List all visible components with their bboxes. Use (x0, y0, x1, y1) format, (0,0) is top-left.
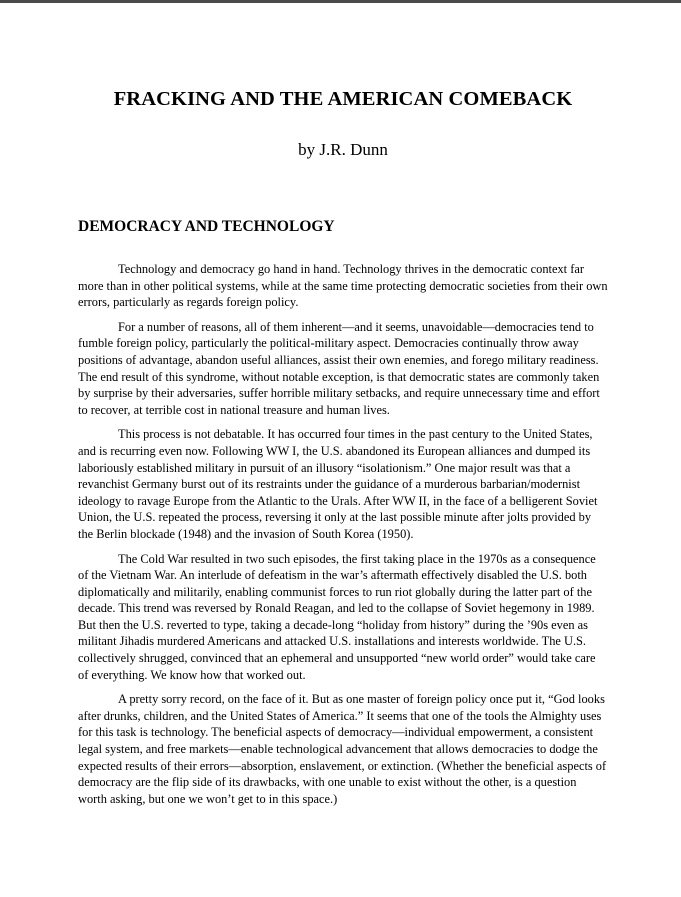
document-body (78, 261, 608, 815)
author-byline: by J.R. Dunn (298, 140, 388, 159)
paragraph: Technology and democracy go hand in hand. Technology thrives in the democratic context far more than in other political systems, while at the same time protecting democratic societies from their own errors, particularly as regards foreign policy. (78, 262, 608, 310)
document-title: FRACKING AND THE AMERICAN COMEBACK (113, 88, 573, 110)
paragraph: The Cold War resulted in two such episodes, the first taking place in the 1970s as a consequence of the Vietnam War. An interlude of defeatism in the war’s aftermath effectively disabled the U.S. both diplomatically and militarily, enabling communist forces to run riot globally during the latter part of the decade. This trend was reversed by Ronald Reagan, and led to the collapse of Soviet hegemony in 1989. But then the U.S. reverted to type, taking a decade-long “holiday from history” during the ’90s even as militant Jihadis murdered Americans and attacked U.S. installations and interests worldwide. The U.S. collectively shrugged, convinced that an ephemeral and unsupported “new world order” would take care of everything. We know how that worked out. (78, 551, 596, 682)
paragraph: A pretty sorry record, on the face of it. But as one master of foreign policy once put it, “God looks after drunks, children, and the United States of America.” It seems that one of the tools the Almighty uses for this task is technology. The beneficial aspects of democracy—individual empowerment, a consistent legal system, and free markets—enable technological advancement that allows democracies to dodge the expected results of their errors—absorption, enslavement, or extinction. (Whether the beneficial aspects of democracy are the flip side of its drawbacks, with one unable to exist without the other, is a question worth asking, but one we won’t get to in this space.) (78, 692, 607, 806)
paragraph: For a number of reasons, all of them inherent—and it seems, unavoidable—democracies tend to fumble foreign policy, particularly the political-military aspect. Democracies continually throw away positions of advantage, abandon useful alliances, assist their own enemies, and forego military readiness. The end result of this syndrome, without notable exception, is that democratic states are commonly taken by surprise by their adversaries, suffer horrible military setbacks, and require unnecessary time and effort to recover, at terrible cost in national treasure and human lives. (78, 319, 600, 417)
viewer-top-border (0, 0, 681, 3)
paragraph: This process is not debatable. It has occurred four times in the past century to the United States, and is recurring even now. Following WW I, the U.S. abandoned its European alliances and dumped its laboriously established military in pursuit of an illusory “isolationism.” One major result was that a revanchist Germany burst out of its restraints under the guidance of a murderous barbarian/modernist ideology to ravage Europe from the Atlantic to the Urals. After WW II, in the face of a belligerent Soviet Union, the U.S. repeated the process, reversing it only at the last possible minute after jolts provided by the Berlin blockade (1948) and the invasion of South Korea (1950). (78, 427, 598, 541)
section-heading: DEMOCRACY AND TECHNOLOGY (78, 218, 335, 235)
